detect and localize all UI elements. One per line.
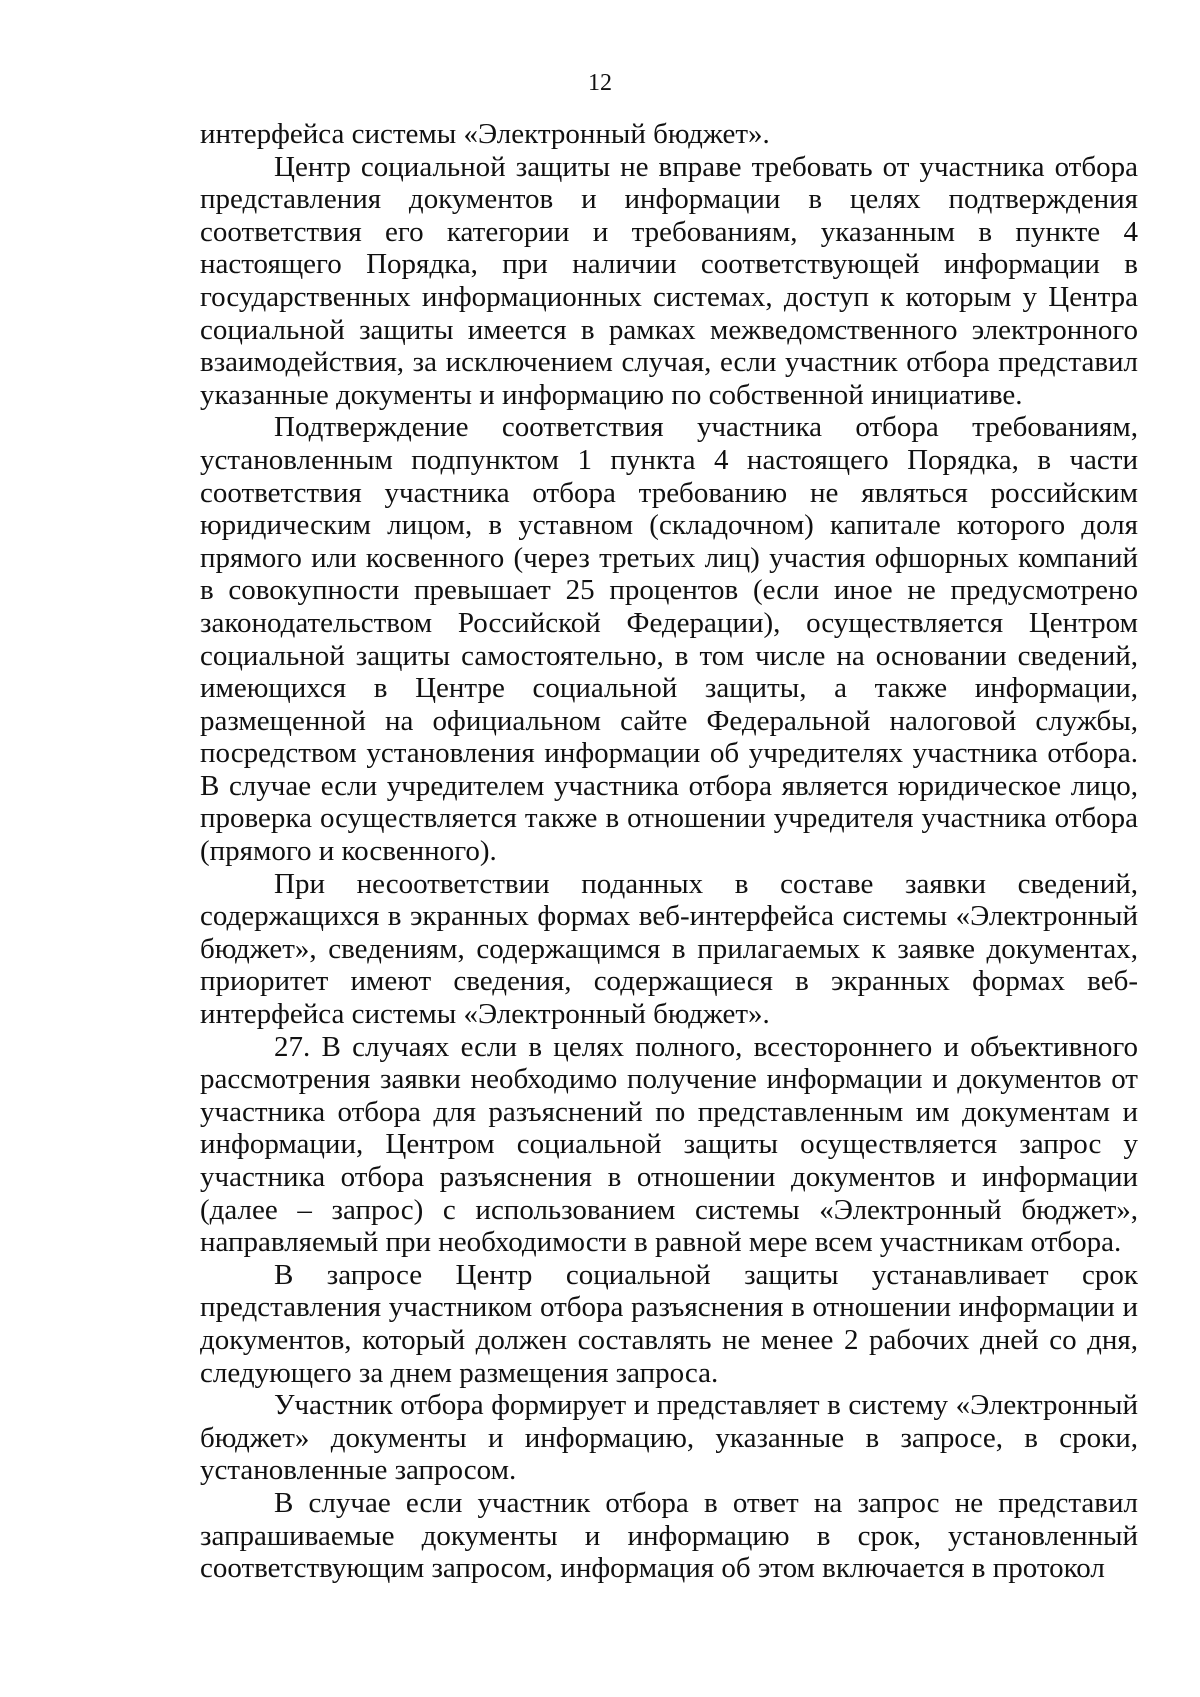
paragraph: При несоответствии поданных в составе заявки сведений, содержащихся в экранных формах веб-интерфейса системы «Электронный бюджет», сведениям, содержащимся в прилагаемых к заявке документах, приоритет имеют сведения, содержащиеся в экранных формах веб-интерфейса системы «Электронный бюджет».: [200, 867, 1138, 1031]
paragraph: В случае если участник отбора в ответ на запрос не представил запрашиваемые документы и информацию в срок, установленный соответствующим запросом, информация об этом включается в протокол: [200, 1486, 1138, 1585]
paragraph: Участник отбора формирует и представляет в систему «Электронный бюджет» документы и информацию, указанные в запросе, в сроки, установленные запросом.: [200, 1389, 1138, 1487]
page-number: 12: [588, 70, 612, 96]
paragraph: интерфейса системы «Электронный бюджет».: [200, 118, 770, 150]
document-body: [200, 118, 1138, 1585]
paragraph-item-27: 27. В случаях если в целях полного, всестороннего и объективного рассмотрения заявки необходимо получение информации и документов от участника отбора для разъяснений по представленным им документам и информации, Центром социальной защиты осуществляется запрос у участника отбора разъяснения в отношении документов и информации (далее – запрос) с использованием системы «Электронный бюджет», направляемый при необходимости в равной мере всем участникам отбора.: [200, 1030, 1138, 1259]
paragraph: В запросе Центр социальной защиты устанавливает срок представления участником отбора разъяснения в отношении информации и документов, который должен составлять не менее 2 рабочих дней со дня, следующего за днем размещения запроса.: [200, 1258, 1138, 1389]
paragraph: Подтверждение соответствия участника отбора требованиям, установленным подпунктом 1 пункта 4 настоящего Порядка, в части соответствия участника отбора требованию не являться российским юридическим лицом, в уставном (складочном) капитале которого доля прямого или косвенного (через третьих лиц) участия офшорных компаний в совокупности превышает 25 процентов (если иное не предусмотрено законодательством Российской Федерации), осуществляется Центром социальной защиты самостоятельно, в том числе на основании сведений, имеющихся в Центре социальной защиты, а также информации, размещенной на официальном сайте Федеральной налоговой службы, посредством установления информации об учредителях участника отбора. В случае если учредителем участника отбора является юридическое лицо, проверка осуществляется также в отношении учредителя участника отбора (прямого и косвенного).: [200, 411, 1138, 868]
paragraph: Центр социальной защиты не вправе требовать от участника отбора представления документов и информации в целях подтверждения соответствия его категории и требованиям, указанным в пункте 4 настоящего Порядка, при наличии соответствующей информации в государственных информационных системах, доступ к которым у Центра социальной защиты имеется в рамках межведомственного электронного взаимодействия, за исключением случая, если участник отбора представил указанные документы и информацию по собственной инициативе.: [200, 150, 1138, 411]
